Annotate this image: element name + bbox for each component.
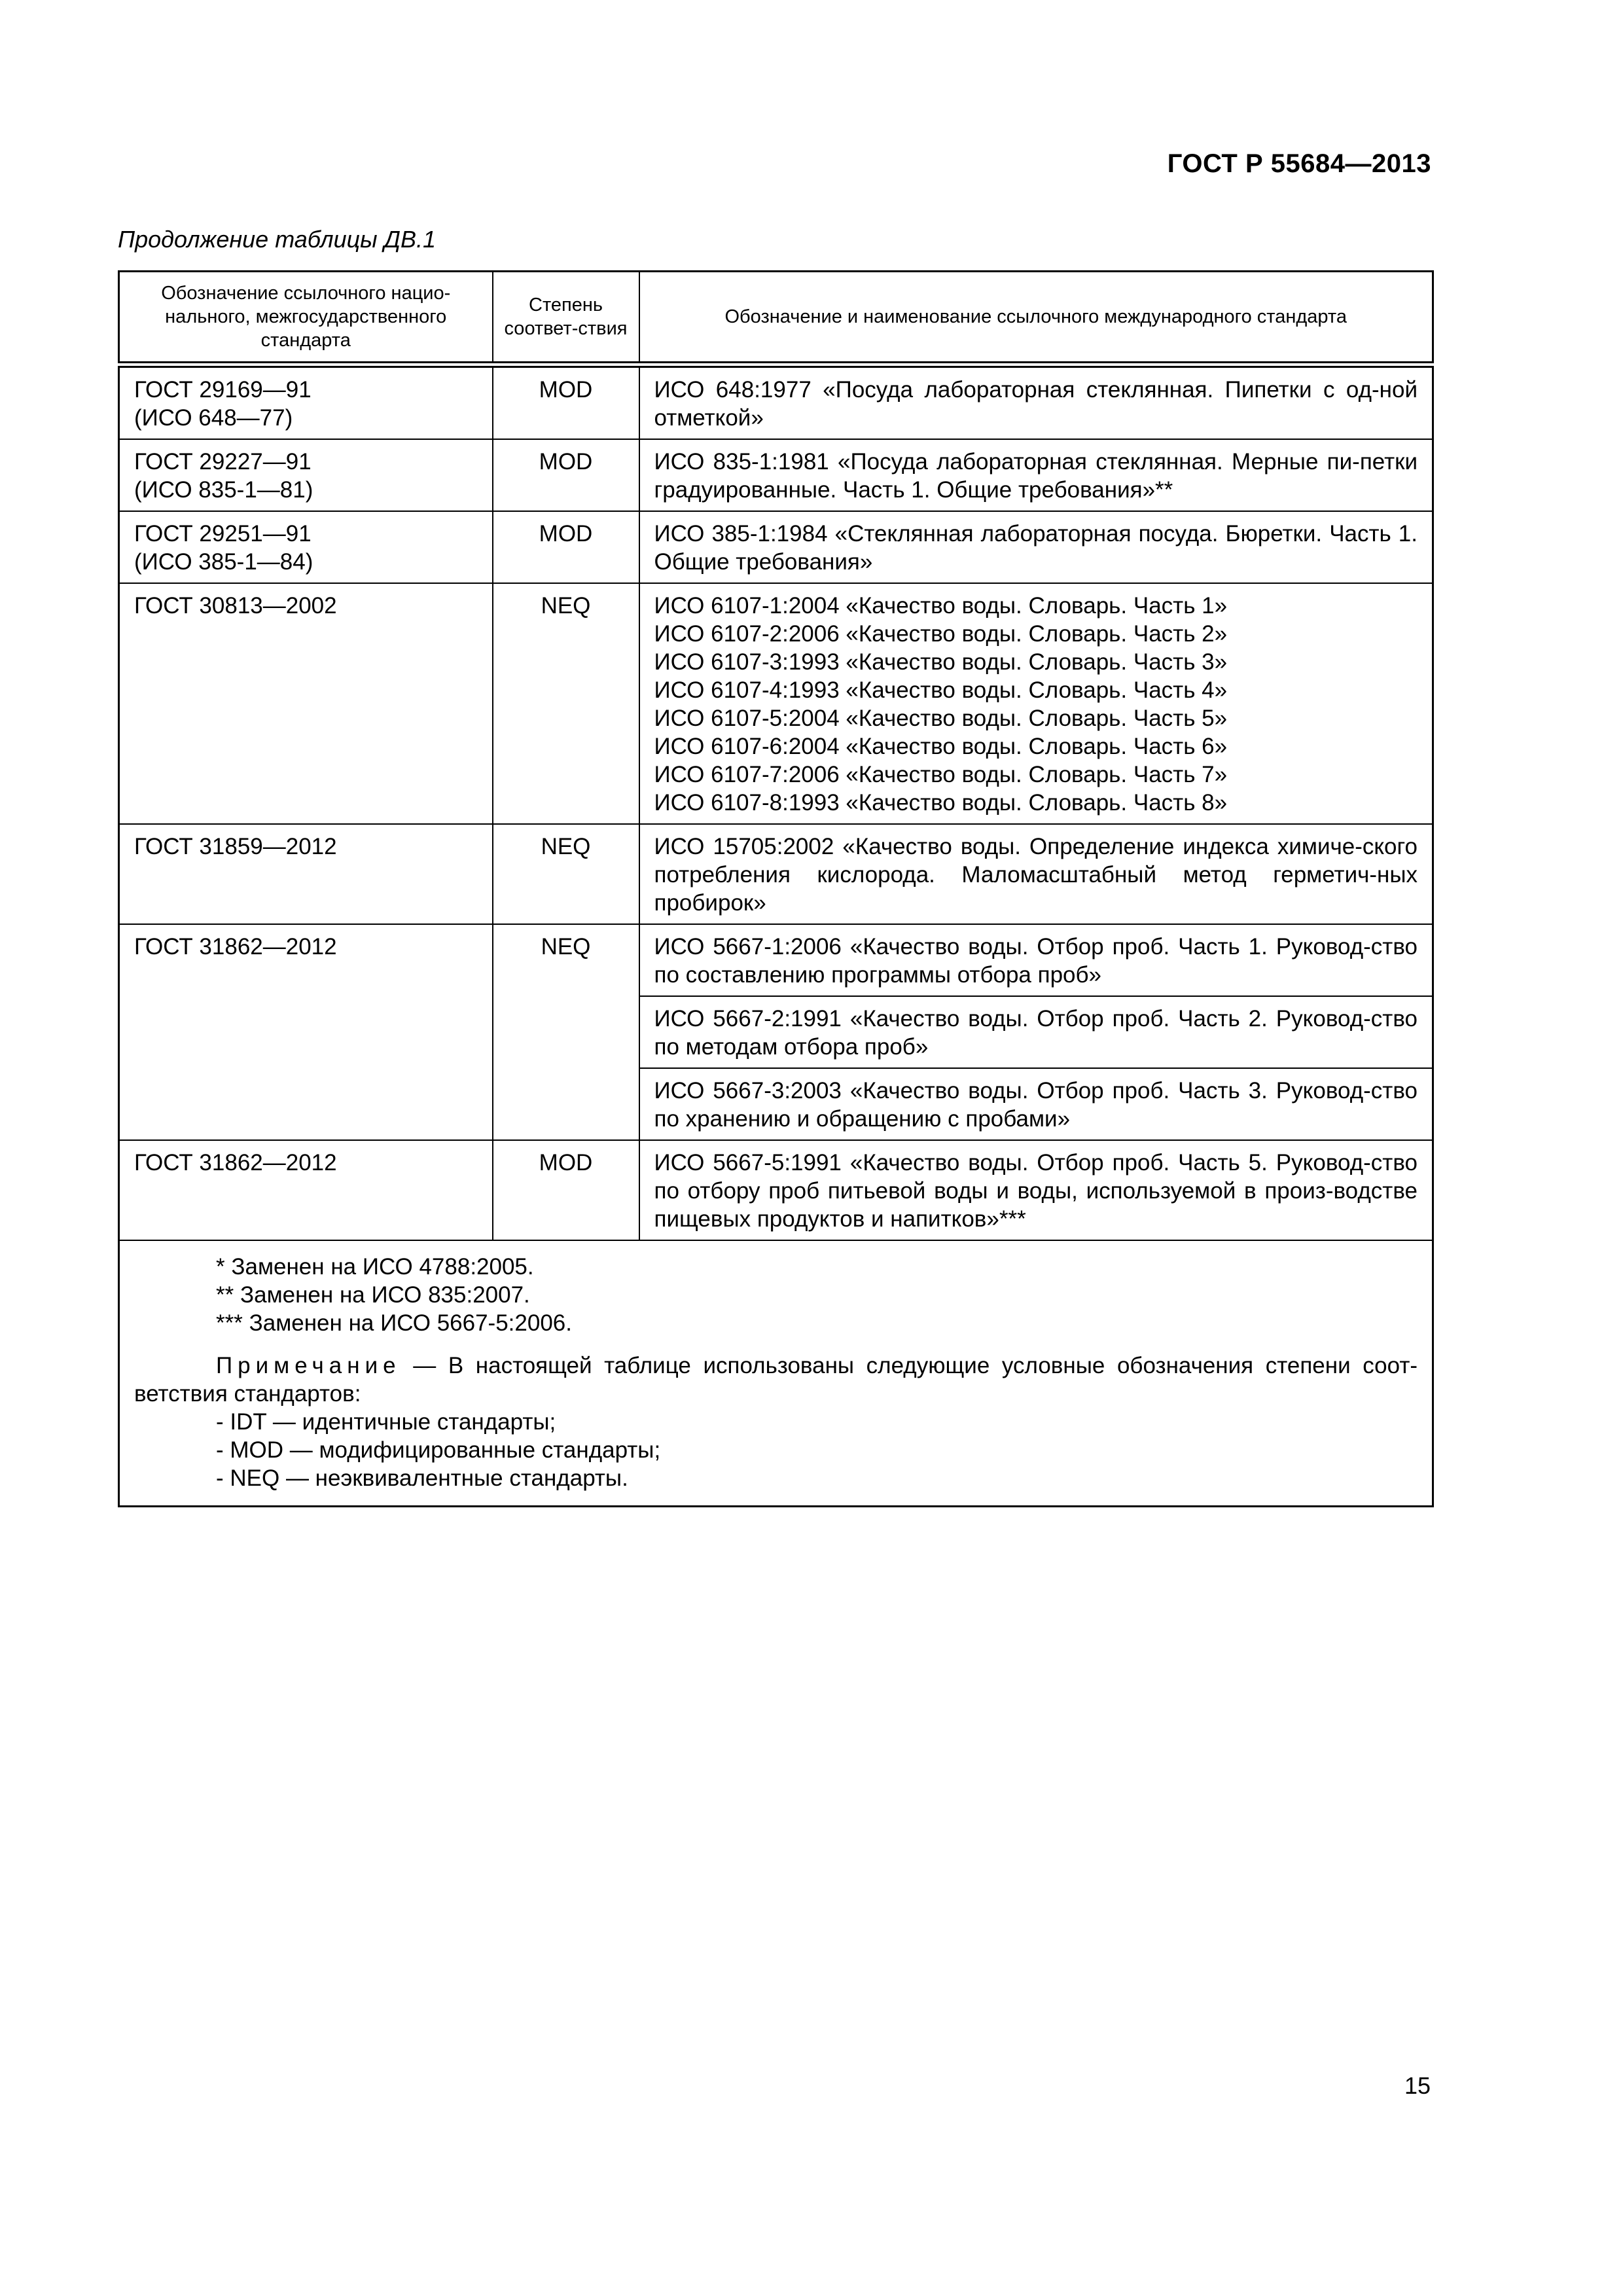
note-label: Примечание (216, 1353, 401, 1378)
note-item: - MOD — модифицированные стандарты; (216, 1437, 661, 1463)
national-standard-cell (119, 439, 493, 511)
table-row (119, 924, 1433, 996)
note-item: - IDT — идентичные стандарты; (216, 1409, 556, 1435)
iso-vocabulary-line: ИСО 6107-2:2006 «Качество воды. Словарь. Часть 2» (654, 621, 1228, 647)
iso-vocabulary-line: ИСО 6107-8:1993 «Качество воды. Словарь. Часть 8» (654, 790, 1228, 816)
note-item: - NEQ — неэквивалентные стандарты. (216, 1465, 628, 1491)
iso-vocabulary-line: ИСО 6107-5:2004 «Качество воды. Словарь. Часть 5» (654, 706, 1228, 731)
international-standard-cell: ИСО 5667-5:1991 «Качество воды. Отбор проб. Часть 5. Руковод-ство по отбору проб питьевой воды и воды, используемой в произ-водстве пищевых продуктов и напитков»*** (639, 1140, 1433, 1240)
degree-cell: MOD (493, 365, 639, 439)
iso-vocabulary-line: ИСО 6107-7:2006 «Качество воды. Словарь. Часть 7» (654, 762, 1228, 787)
table-row (119, 1140, 1433, 1240)
document-id: ГОСТ Р 55684—2013 (1167, 149, 1431, 178)
iso-vocabulary-line: ИСО 6107-4:1993 «Качество воды. Словарь. Часть 4» (654, 677, 1228, 703)
degree-cell: NEQ (493, 583, 639, 824)
iso-vocabulary-line: ИСО 6107-3:1993 «Качество воды. Словарь. Часть 3» (654, 649, 1228, 675)
degree-cell: MOD (493, 1140, 639, 1240)
international-standard-cell: ИСО 5667-1:2006 «Качество воды. Отбор проб. Часть 1. Руковод-ство по составлению программы отбора проб» (639, 924, 1433, 996)
header-international-standard: Обозначение и наименование ссылочного международного стандарта (639, 272, 1433, 365)
table-row (119, 365, 1433, 439)
table-row (119, 824, 1433, 924)
table-note (134, 1352, 1418, 1408)
degree-cell: NEQ (493, 824, 639, 924)
national-standard-cell (119, 511, 493, 583)
footnote: *** Заменен на ИСО 5667-5:2006. (216, 1310, 572, 1336)
national-standard-cell: ГОСТ 30813—2002 (119, 583, 493, 824)
degree-cell: NEQ (493, 924, 639, 1140)
table-caption: Продолжение таблицы ДВ.1 (118, 226, 437, 253)
table-header-row (119, 272, 1433, 365)
international-standard-cell: ИСО 5667-3:2003 «Качество воды. Отбор проб. Часть 3. Руковод-ство по хранению и обращению с пробами» (639, 1068, 1433, 1140)
header-national-standard: Обозначение ссылочного нацио-нального, межгосударственного стандарта (119, 272, 493, 365)
international-standard-cell: ИСО 835-1:1981 «Посуда лабораторная стеклянная. Мерные пи-петки градуированные. Часть 1. Общие требования»** (639, 439, 1433, 511)
standards-table (118, 270, 1434, 1507)
footnote: * Заменен на ИСО 4788:2005. (216, 1254, 534, 1280)
page-number: 15 (1404, 2072, 1431, 2099)
international-standard-cell: ИСО 385-1:1984 «Стеклянная лабораторная посуда. Бюретки. Часть 1. Общие требования» (639, 511, 1433, 583)
table-row (119, 511, 1433, 583)
table-row (119, 583, 1433, 824)
footnote: ** Заменен на ИСО 835:2007. (216, 1282, 530, 1308)
national-standard-line: (ИСО 648—77) (134, 405, 293, 431)
degree-cell: MOD (493, 439, 639, 511)
national-standard-line: (ИСО 385-1—84) (134, 549, 313, 575)
table-row (119, 439, 1433, 511)
header-degree: Степень соответ-ствия (493, 272, 639, 365)
national-standard-cell: ГОСТ 31859—2012 (119, 824, 493, 924)
table-footer-row (119, 1240, 1433, 1507)
national-standard-cell: ГОСТ 31862—2012 (119, 924, 493, 1140)
iso-vocabulary-line: ИСО 6107-1:2004 «Качество воды. Словарь. Часть 1» (654, 593, 1228, 619)
national-standard-line: (ИСО 835-1—81) (134, 477, 313, 503)
iso-vocabulary-line: ИСО 6107-6:2004 «Качество воды. Словарь. Часть 6» (654, 734, 1228, 759)
international-standard-cell: ИСО 648:1977 «Посуда лабораторная стеклянная. Пипетки с од-ной отметкой» (639, 365, 1433, 439)
international-standard-cell: ИСО 5667-2:1991 «Качество воды. Отбор проб. Часть 2. Руковод-ство по методам отбора проб» (639, 996, 1433, 1068)
international-standard-cell: ИСО 15705:2002 «Качество воды. Определение индекса химиче-ского потребления кислорода. Маломасштабный метод герметич-ных пробирок» (639, 824, 1433, 924)
national-standard-line: ГОСТ 29169—91 (134, 377, 312, 403)
international-standard-cell (639, 583, 1433, 824)
national-standard-cell: ГОСТ 31862—2012 (119, 1140, 493, 1240)
degree-cell: MOD (493, 511, 639, 583)
national-standard-line: ГОСТ 29251—91 (134, 521, 312, 547)
national-standard-cell (119, 365, 493, 439)
national-standard-line: ГОСТ 29227—91 (134, 449, 312, 475)
table-footnotes (119, 1240, 1433, 1507)
note-text: — В настоящей таблице использованы следующие условные обозначения степени соот-ветствия стандартов: (134, 1353, 1418, 1407)
